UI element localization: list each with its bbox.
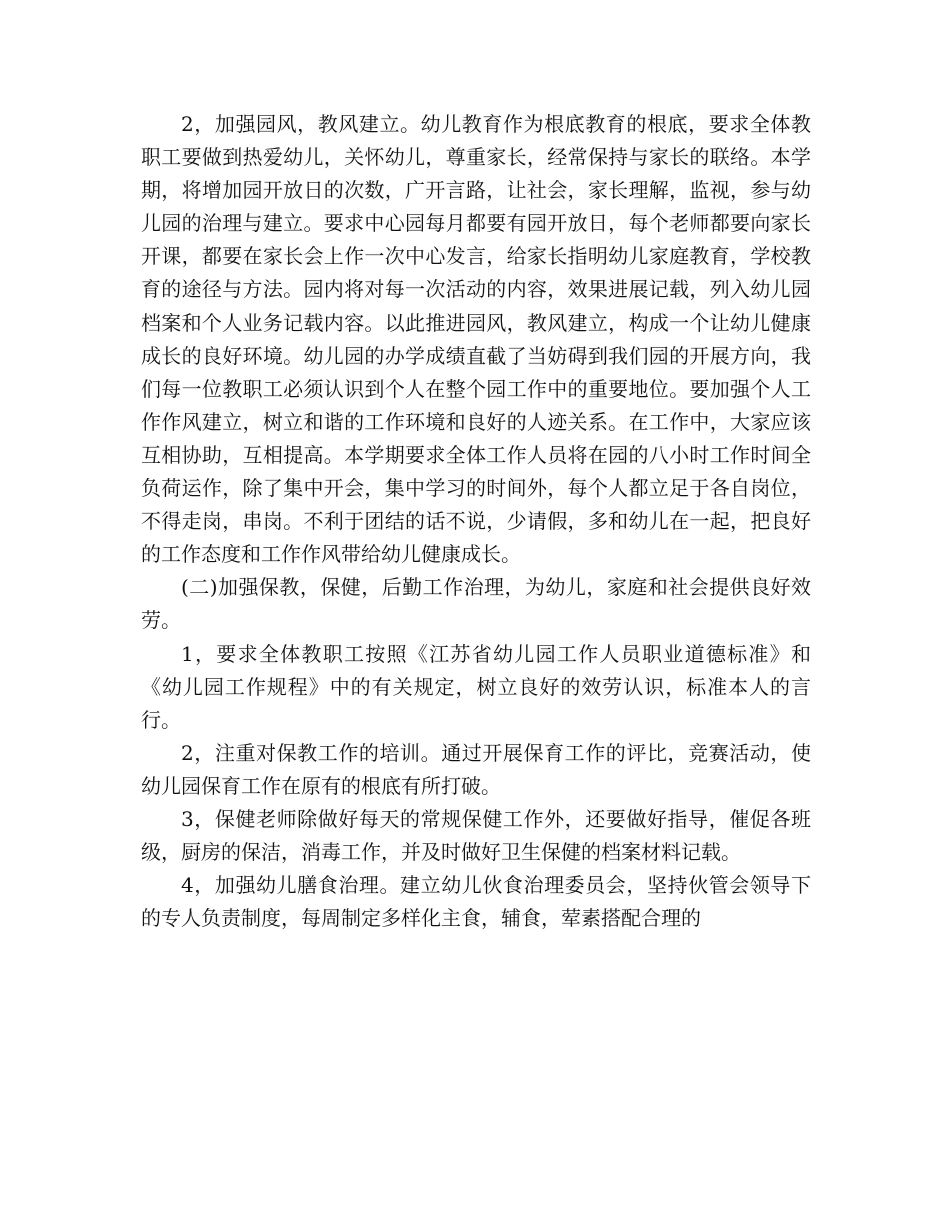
document-page [141, 108, 811, 935]
paragraph-item-1: 1，要求全体教职工按照《江苏省幼儿园工作人员职业道德标准》和《幼儿园工作规程》中的有关规定，树立良好的效劳认识，标准本人的言行。 [141, 641, 811, 732]
paragraph-kindergarten-style: 2，加强园风，教风建立。幼儿教育作为根底教育的根底，要求全体教职工要做到热爱幼儿，关怀幼儿，尊重家长，经常保持与家长的联络。本学期，将增加园开放日的次数，广开言路，让社会，家长理解，监视，参与幼儿园的治理与建立。要求中心园每月都要有园开放日，每个老师都要向家长开课，都要在家长会上作一次中心发言，给家长指明幼儿家庭教育，学校教育的途径与方法。园内将对每一次活动的内容，效果进展记载，列入幼儿园档案和个人业务记载内容。以此推进园风，教风建立，构成一个让幼儿健康成长的良好环境。幼儿园的办学成绩直截了当妨碍到我们园的开展方向，我们每一位教职工必须认识到个人在整个园工作中的重要地位。要加强个人工作作风建立，树立和谐的工作环境和良好的人迹关系。在工作中，大家应该互相协助，互相提高。本学期要求全体工作人员将在园的八小时工作时间全负荷运作，除了集中开会，集中学习的时间外，每个人都立足于各自岗位，不得走岗，串岗。不利于团结的话不说，少请假，多和幼儿在一起，把良好的工作态度和工作作风带给幼儿健康成长。 [141, 112, 811, 567]
paragraph-item-2: 2，注重对保教工作的培训。通过开展保育工作的评比，竞赛活动，使幼儿园保育工作在原有的根底有所打破。 [141, 740, 811, 798]
paragraph-item-4: 4，加强幼儿膳食治理。建立幼儿伙食治理委员会，坚持伙管会领导下的专人负责制度，每周制定多样化主食，辅食，荤素搭配合理的 [141, 873, 811, 931]
paragraph-section-two-heading: (二)加强保教，保健，后勤工作治理，为幼儿，家庭和社会提供良好效劳。 [141, 575, 811, 633]
paragraph-item-3: 3，保健老师除做好每天的常规保健工作外，还要做好指导，催促各班级，厨房的保洁，消毒工作，并及时做好卫生保健的档案材料记载。 [141, 806, 811, 865]
